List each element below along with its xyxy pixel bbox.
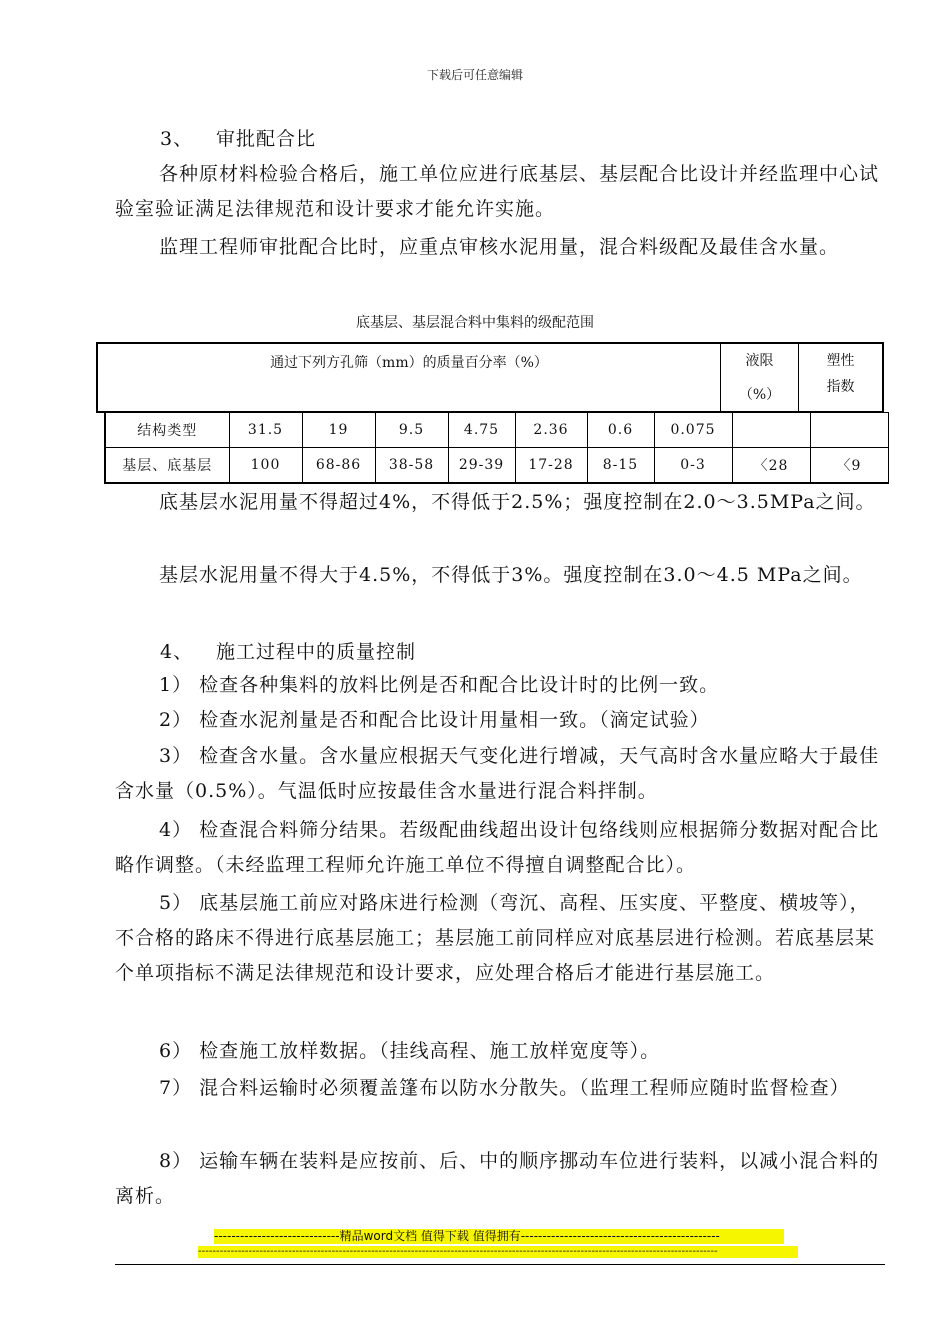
- cement-subbase-paragraph: 底基层水泥用量不得超过4%，不得低于2.5%；强度控制在2.0～3.5MPa之间。: [159, 491, 876, 513]
- table-header: [96, 342, 884, 413]
- section-3-number: 3、: [160, 128, 194, 150]
- plasticity-label-2: 指数: [826, 379, 855, 395]
- table-cell: 4.75: [448, 413, 515, 448]
- section-3-heading: [160, 124, 316, 151]
- table-cell: 9.5: [375, 413, 448, 448]
- table-cell: 〈28: [732, 448, 810, 484]
- footer-banner: -----------------------------精品word文档 值得下载 值得拥有----------------------------------------------: [214, 1229, 784, 1244]
- page-header: 下载后可任意编辑: [426, 68, 523, 82]
- list-item: 8） 运输车辆在装料是应按前、后、中的顺序挪动车位进行装料，以减小混合料的离析。: [115, 1150, 880, 1207]
- table-cell: 31.5: [229, 413, 302, 448]
- gradation-table: [104, 412, 889, 484]
- table-cell: 基层、底基层: [105, 448, 229, 484]
- footer-dashes: ------------------------------------------------------------------------------------------------------------------------------------------------: [198, 1246, 798, 1258]
- table-row: [105, 413, 888, 448]
- table-cell: 〈9: [810, 448, 888, 484]
- list-item: 3） 检查含水量。含水量应根据天气变化进行增减，天气高时含水量应略大于最佳含水量（0.5%）。气温低时应按最佳含水量进行混合料拌制。: [115, 745, 880, 802]
- list-item: 2） 检查水泥剂量是否和配合比设计用量相一致。（滴定试验）: [159, 709, 710, 731]
- list-item: 1） 检查各种集料的放料比例是否和配合比设计时的比例一致。: [159, 674, 720, 696]
- section-4-number: 4、: [160, 641, 194, 663]
- table-header-plasticity-index: [798, 344, 882, 411]
- plasticity-label-1: 塑性: [826, 353, 855, 369]
- footer-divider: [115, 1264, 885, 1265]
- table-header-main: 通过下列方孔筛（mm）的质量百分率（%）: [270, 355, 548, 371]
- list-item: 4） 检查混合料筛分结果。若级配曲线超出设计包络线则应根据筛分数据对配合比略作调整。（未经监理工程师允许施工单位不得擅自调整配合比）。: [115, 819, 880, 876]
- table-cell: 68-86: [302, 448, 375, 484]
- section-4-title: 施工过程中的质量控制: [216, 641, 417, 663]
- section-3-title: 审批配合比: [216, 128, 317, 150]
- list-item: 7） 混合料运输时必须覆盖篷布以防水分散失。（监理工程师应随时监督检查）: [159, 1077, 850, 1099]
- table-cell: 8-15: [587, 448, 654, 484]
- liquid-limit-label: 液限: [745, 353, 774, 369]
- table-cell: 0.075: [654, 413, 732, 448]
- table-cell: 38-58: [375, 448, 448, 484]
- section-3-paragraph-2: 监理工程师审批配合比时，应重点审核水泥用量，混合料级配及最佳含水量。: [159, 236, 840, 258]
- liquid-limit-unit: （%）: [738, 387, 781, 403]
- table-cell: 0-3: [654, 448, 732, 484]
- table-cell: 19: [302, 413, 375, 448]
- table-header-liquid-limit: [720, 344, 798, 411]
- section-3-paragraph-1: 各种原材料检验合格后，施工单位应进行底基层、基层配合比设计并经监理中心试验室验证满足法律规范和设计要求才能允许实施。: [115, 163, 880, 220]
- table-cell: [732, 413, 810, 448]
- table-cell: 结构类型: [105, 413, 229, 448]
- section-4-heading: [160, 637, 416, 664]
- table-cell: 17-28: [515, 448, 587, 484]
- table-cell: 29-39: [448, 448, 515, 484]
- table-cell: 0.6: [587, 413, 654, 448]
- table-cell: 2.36: [515, 413, 587, 448]
- table-cell: [810, 413, 888, 448]
- table-cell: 100: [229, 448, 302, 484]
- table-caption: 底基层、基层混合料中集料的级配范围: [356, 315, 594, 331]
- list-item: 5） 底基层施工前应对路床进行检测（弯沉、高程、压实度、平整度、横坡等），不合格的路床不得进行底基层施工；基层施工前同样应对底基层进行检测。若底基层某个单项指标不满足法律规范和设计要求，应处理合格后才能进行基层施工。: [115, 892, 876, 984]
- list-item: 6） 检查施工放样数据。（挂线高程、施工放样宽度等）。: [159, 1040, 661, 1062]
- table-row: [105, 448, 888, 484]
- cement-base-paragraph: 基层水泥用量不得大于4.5%，不得低于3%。强度控制在3.0～4.5 MPa之间。: [159, 564, 863, 586]
